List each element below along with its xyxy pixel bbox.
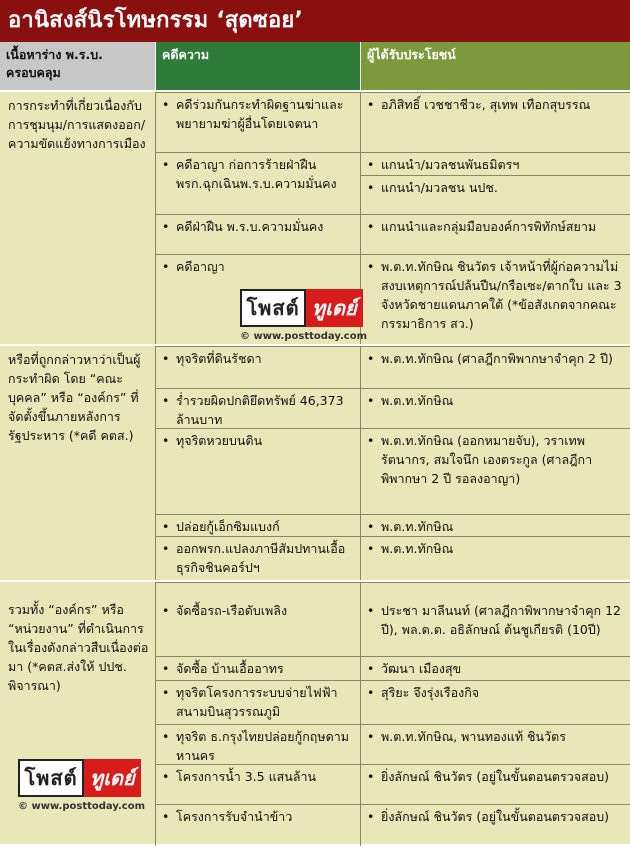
case-text: • คดีอาญา ก่อการร้ายฝ่าฝืนพรก.ฉุกเฉินพ.ร.บ.ความมั่นคง <box>162 155 355 193</box>
case-text: • โครงการรับจำนำข้าว <box>162 807 355 826</box>
section-successor-agencies <box>0 580 630 844</box>
posttoday-logo <box>240 288 370 342</box>
table-row <box>155 388 630 428</box>
table-row <box>155 680 630 724</box>
beneficiary-text: • ยิ่งลักษณ์ ชินวัตร (อยู่ในขั้นตอนตรวจสอบ) <box>367 807 625 826</box>
logo-word: ทูเดย์ <box>306 289 363 327</box>
case-text: • จัดซื้อ บ้านเอื้ออาทร <box>162 659 355 678</box>
table-row <box>155 214 630 254</box>
logo-word: ทูเดย์ <box>84 759 141 797</box>
beneficiary-text: • ประชา มาลีนนท์ (ศาลฎีกาพิพากษาจำคุก 12 ปี), พล.ต.ต. อธิลักษณ์ ต้นชูเกียรติ (10ปี) <box>367 601 625 639</box>
table-row <box>155 536 630 582</box>
beneficiary-text: • พ.ต.ท.ทักษิณ <box>367 391 625 410</box>
table-row <box>155 152 630 214</box>
case-text: • คดีอาญา <box>162 257 355 276</box>
table-row <box>155 804 630 846</box>
scope-text: รวมทั้ง “องค์กร” หรือ “หน่วยงาน” ที่ดำเนินการในเรื่องดังกล่าวสืบเนื่องต่อมา (*คตส.ส่งให้ ปปช. พิจารณา) <box>8 602 149 693</box>
case-text: • ออกพรก.แปลงภาษีสัมปทานเอื้อธุรกิจชินคอร์ปฯ <box>162 539 355 577</box>
posttoday-logo <box>18 758 148 812</box>
table-row <box>155 724 630 764</box>
table-row <box>155 428 630 514</box>
table-row <box>155 582 630 656</box>
table-header <box>0 42 630 90</box>
case-text: • คดีฝ่าฝืน พ.ร.บ.ความมั่นคง <box>162 217 355 236</box>
beneficiary-text: • พ.ต.ท.ทักษิณ <box>367 539 625 558</box>
beneficiary-text: • สุริยะ จึงรุ่งเรืองกิจ <box>367 683 625 702</box>
logo-url: © www.posttoday.com <box>18 801 145 812</box>
beneficiary-text: • แกนนำและกลุ่มมือบองค์การพิทักษ์สยาม <box>367 217 625 236</box>
beneficiary-text: • พ.ต.ท.ทักษิณ <box>367 517 625 536</box>
section-political-conflict <box>0 90 630 344</box>
case-text: • ทุจริต ธ.กรุงไทยปล่อยกู้กฤษดามหานคร <box>162 727 355 765</box>
beneficiary-text: • อภิสิทธิ์ เวชชาชีวะ, สุเทพ เทือกสุบรรณ <box>367 95 625 114</box>
beneficiary-text: • พ.ต.ท.ทักษิณ (ออกหมายจับ), วราเทพ รัตนากร, สมใจนึก เองตระกูล (ศาลฎีกาพิพากษา 2 ปี รอลงอาญา) <box>367 431 625 488</box>
case-text: • ร่ำรวยผิดปกติยึดทรัพย์ 46,373 ล้านบาท <box>162 391 355 429</box>
case-text: • ทุจริตที่ดินรัชดา <box>162 349 355 368</box>
table-row <box>155 92 630 152</box>
table-row <box>155 656 630 680</box>
beneficiary-text: • ยิ่งลักษณ์ ชินวัตร (อยู่ในขั้นตอนตรวจสอบ) <box>367 767 625 786</box>
table-row <box>155 254 630 346</box>
scope-text: หรือที่ถูกกล่าวหาว่าเป็นผู้กระทำผิด โดย “คณะบุคคล” หรือ “องค์กร” ที่จัดตั้งขึ้นภายหลังการรัฐประหาร (*คดี คตส.) <box>8 352 141 443</box>
page-title: อานิสงส์นิรโทษกรรม ‘สุดซอย’ <box>0 0 630 42</box>
scope-text: การกระทำที่เกี่ยวเนื่องกับการชุมนุม/การแสดงออก/ความขัดแย้งทางการเมือง <box>8 98 146 151</box>
case-text: • ทุจริตโครงการระบบจ่ายไฟฟ้าสนามบินสุวรรณภูมิ <box>162 683 355 721</box>
case-text: • คดีร่วมกันกระทำผิดฐานฆ่าและพยายามฆ่าผู้อื่นโดยเจตนา <box>162 95 355 133</box>
beneficiary-text: • แกนนำ/มวลชนพันธมิตรฯ <box>367 155 625 174</box>
table-row <box>155 346 630 388</box>
logo-mark: โพสต์ <box>240 289 306 327</box>
header-scope: เนื้อหาร่าง พ.ร.บ. ครอบคลุม <box>0 42 155 90</box>
beneficiary-text: • แกนนำ/มวลชน นปช. <box>367 178 625 197</box>
header-beneficiary: ผู้ได้รับประโยชน์ <box>360 42 630 90</box>
case-text: • โครงการน้ำ 3.5 แสนล้าน <box>162 767 355 786</box>
header-case: คดีความ <box>155 42 360 90</box>
case-text: • ทุจริตหวยบนดิน <box>162 431 355 450</box>
table-row <box>155 514 630 536</box>
beneficiary-text: • พ.ต.ท.ทักษิณ (ศาลฎีกาพิพากษาจำคุก 2 ปี) <box>367 349 625 368</box>
case-text: • ปล่อยกู้เอ็กซิมแบงก์ <box>162 517 355 536</box>
logo-url: © www.posttoday.com <box>240 331 367 342</box>
beneficiary-text: • วัฒนา เมืองสุข <box>367 659 625 678</box>
case-text: • จัดซื้อรถ-เรือดับเพลิง <box>162 601 355 620</box>
logo-mark: โพสต์ <box>18 759 84 797</box>
section-coup-committee <box>0 344 630 580</box>
beneficiary-text: • พ.ต.ท.ทักษิณ ชินวัตร เจ้าหน้าที่ผู้ก่อความไม่สงบเหตุการณ์ปล้นปืน/กรือเซะ/ตากใบ และ 3 จังหวัดชายแดนภาคใต้ (*ข้อสังเกตจากคณะกรรมาธิการ สว.) <box>367 257 625 333</box>
table-row <box>155 764 630 804</box>
beneficiary-text: • พ.ต.ท.ทักษิณ, พานทองแท้ ชินวัตร <box>367 727 625 746</box>
